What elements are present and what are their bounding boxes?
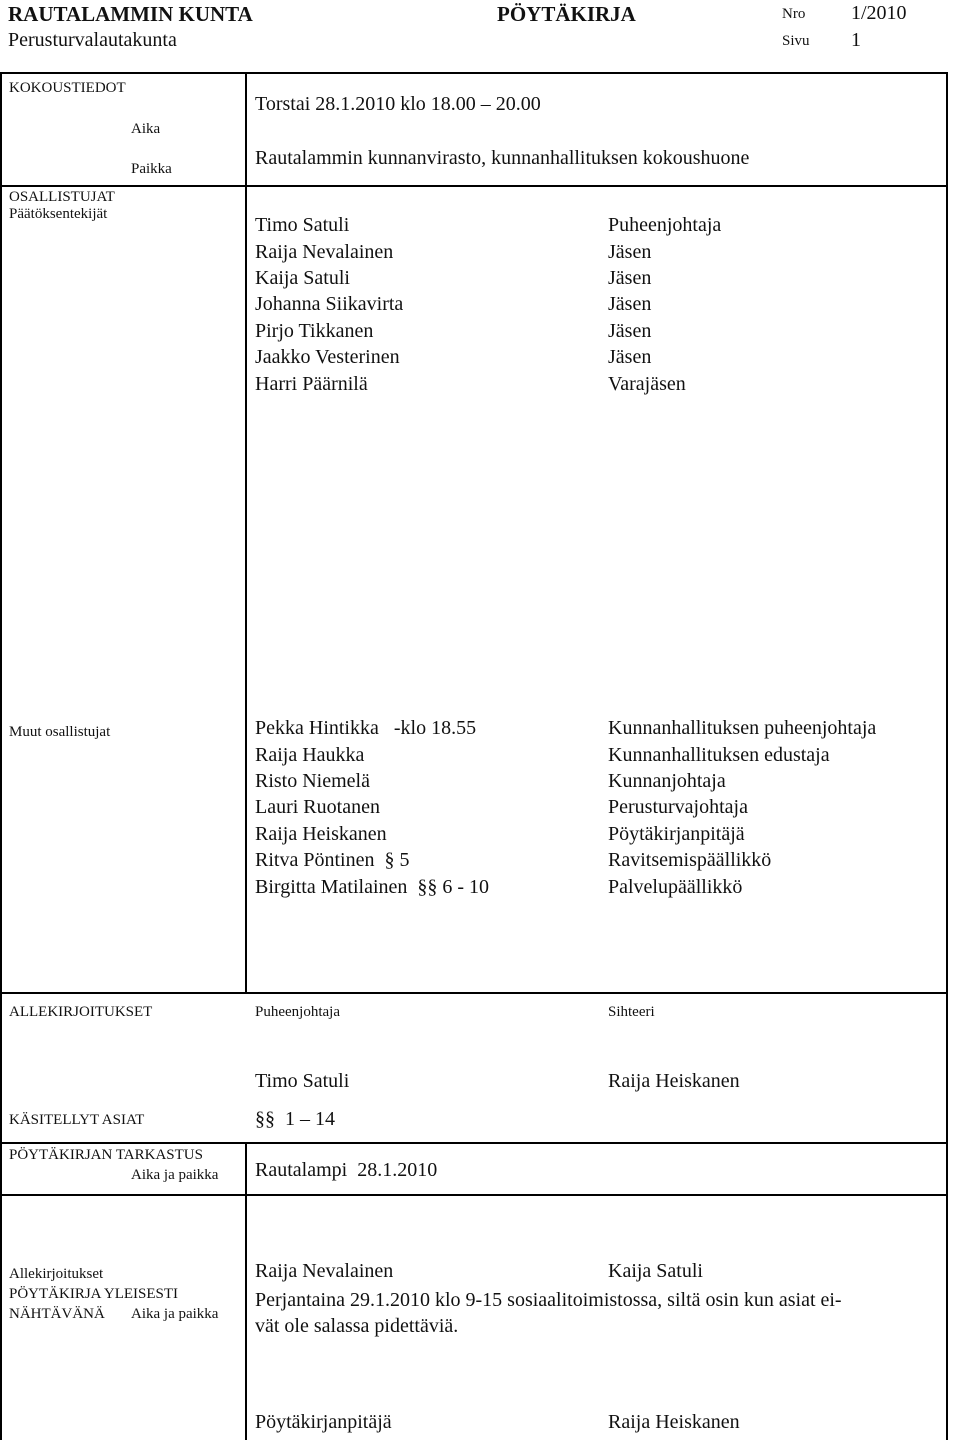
decision-maker-role: Jäsen <box>608 320 652 342</box>
other-participant-name: Birgitta Matilainen §§ 6 - 10 <box>255 876 490 898</box>
aika-value: Torstai 28.1.2010 klo 18.00 – 20.00 <box>255 93 541 115</box>
other-participant-name: Raija Haukka <box>255 744 365 766</box>
other-participant-role: Kunnanhallituksen puheenjohtaja <box>608 717 877 739</box>
other-participant-role: Kunnanjohtaja <box>608 770 726 792</box>
review-place-label: Aika ja paikka <box>131 1167 219 1183</box>
decision-maker-name: Harri Päärnilä <box>255 373 368 395</box>
other-participant-name: Pekka Hintikka -klo 18.55 <box>255 717 477 739</box>
frame-right-line <box>946 72 948 1440</box>
decision-maker-name: Jaakko Vesterinen <box>255 346 400 368</box>
public-label-line1: PÖYTÄKIRJA YLEISESTI <box>9 1286 179 1302</box>
review-column-divider <box>245 1142 247 1194</box>
sivu-label: Sivu <box>782 33 810 49</box>
other-participant-name: Risto Niemelä <box>255 770 370 792</box>
meeting-section-label: KOKOUSTIEDOT <box>9 80 126 96</box>
public-text-line1: Perjantaina 29.1.2010 klo 9-15 sosiaalitoimistossa, siltä osin kun asiat ei- <box>255 1289 842 1311</box>
signatures-label: ALLEKIRJOITUKSET <box>9 1004 153 1020</box>
decision-makers-label: Päätöksentekijät <box>9 206 108 222</box>
frame-top-line <box>0 72 947 74</box>
decision-maker-name: Pirjo Tikkanen <box>255 320 374 342</box>
municipality-name: RAUTALAMMIN KUNTA <box>8 2 253 26</box>
decision-maker-role: Jäsen <box>608 346 652 368</box>
review-place-value: Rautalampi 28.1.2010 <box>255 1159 438 1181</box>
sivu-value: 1 <box>851 29 861 51</box>
review-divider <box>0 1194 947 1196</box>
decision-maker-name: Johanna Siikavirta <box>255 293 404 315</box>
participants-divider <box>0 992 947 994</box>
document-type: PÖYTÄKIRJA <box>497 2 636 26</box>
board-name: Perusturvalautakunta <box>8 29 177 51</box>
decision-maker-role: Jäsen <box>608 293 652 315</box>
nro-value: 1/2010 <box>851 2 907 24</box>
review-signatures-label: Allekirjoitukset <box>9 1266 104 1282</box>
paikka-value: Rautalammin kunnanvirasto, kunnanhallituksen kokoushuone <box>255 147 750 169</box>
secretary-label: Sihteeri <box>608 1004 655 1020</box>
other-participant-role: Pöytäkirjanpitäjä <box>608 823 745 845</box>
other-participant-name: Raija Heiskanen <box>255 823 387 845</box>
items-value: §§ 1 – 14 <box>255 1108 335 1130</box>
aika-label: Aika <box>131 121 161 137</box>
reviewer-2: Kaija Satuli <box>608 1260 703 1282</box>
public-column-divider <box>245 1194 247 1440</box>
other-participants-label: Muut osallistujat <box>9 724 111 740</box>
secretary-name: Raija Heiskanen <box>608 1070 740 1092</box>
frame-left-line <box>0 72 2 1440</box>
nro-label: Nro <box>782 6 806 22</box>
other-participant-role: Kunnanhallituksen edustaja <box>608 744 830 766</box>
decision-maker-role: Jäsen <box>608 241 652 263</box>
other-participant-name: Ritva Pöntinen § 5 <box>255 849 410 871</box>
public-text-line2: vät ole salassa pidettäviä. <box>255 1315 459 1337</box>
decision-maker-role: Jäsen <box>608 267 652 289</box>
items-label: KÄSITELLYT ASIAT <box>9 1112 145 1128</box>
chair-label: Puheenjohtaja <box>255 1004 340 1020</box>
reviewer-1: Raija Nevalainen <box>255 1260 394 1282</box>
public-place-label: Aika ja paikka <box>131 1306 219 1322</box>
review-label: PÖYTÄKIRJAN TARKASTUS <box>9 1147 203 1163</box>
decision-maker-role: Varajäsen <box>608 373 686 395</box>
decision-maker-name: Raija Nevalainen <box>255 241 394 263</box>
other-participant-role: Perusturvajohtaja <box>608 796 748 818</box>
participants-section-label: OSALLISTUJAT <box>9 189 115 205</box>
items-divider <box>0 1142 947 1144</box>
decision-maker-name: Kaija Satuli <box>255 267 350 289</box>
minutes-keeper-name: Raija Heiskanen <box>608 1411 740 1433</box>
meeting-divider <box>0 185 947 187</box>
other-participant-role: Palvelupäällikkö <box>608 876 743 898</box>
chair-name: Timo Satuli <box>255 1070 350 1092</box>
minutes-keeper-label: Pöytäkirjanpitäjä <box>255 1411 392 1433</box>
paikka-label: Paikka <box>131 161 172 177</box>
column-divider <box>245 72 247 992</box>
decision-maker-role: Puheenjohtaja <box>608 214 722 236</box>
decision-maker-name: Timo Satuli <box>255 214 350 236</box>
other-participant-role: Ravitsemispäällikkö <box>608 849 772 871</box>
public-label-line2: NÄHTÄVÄNÄ <box>9 1306 105 1322</box>
other-participant-name: Lauri Ruotanen <box>255 796 380 818</box>
